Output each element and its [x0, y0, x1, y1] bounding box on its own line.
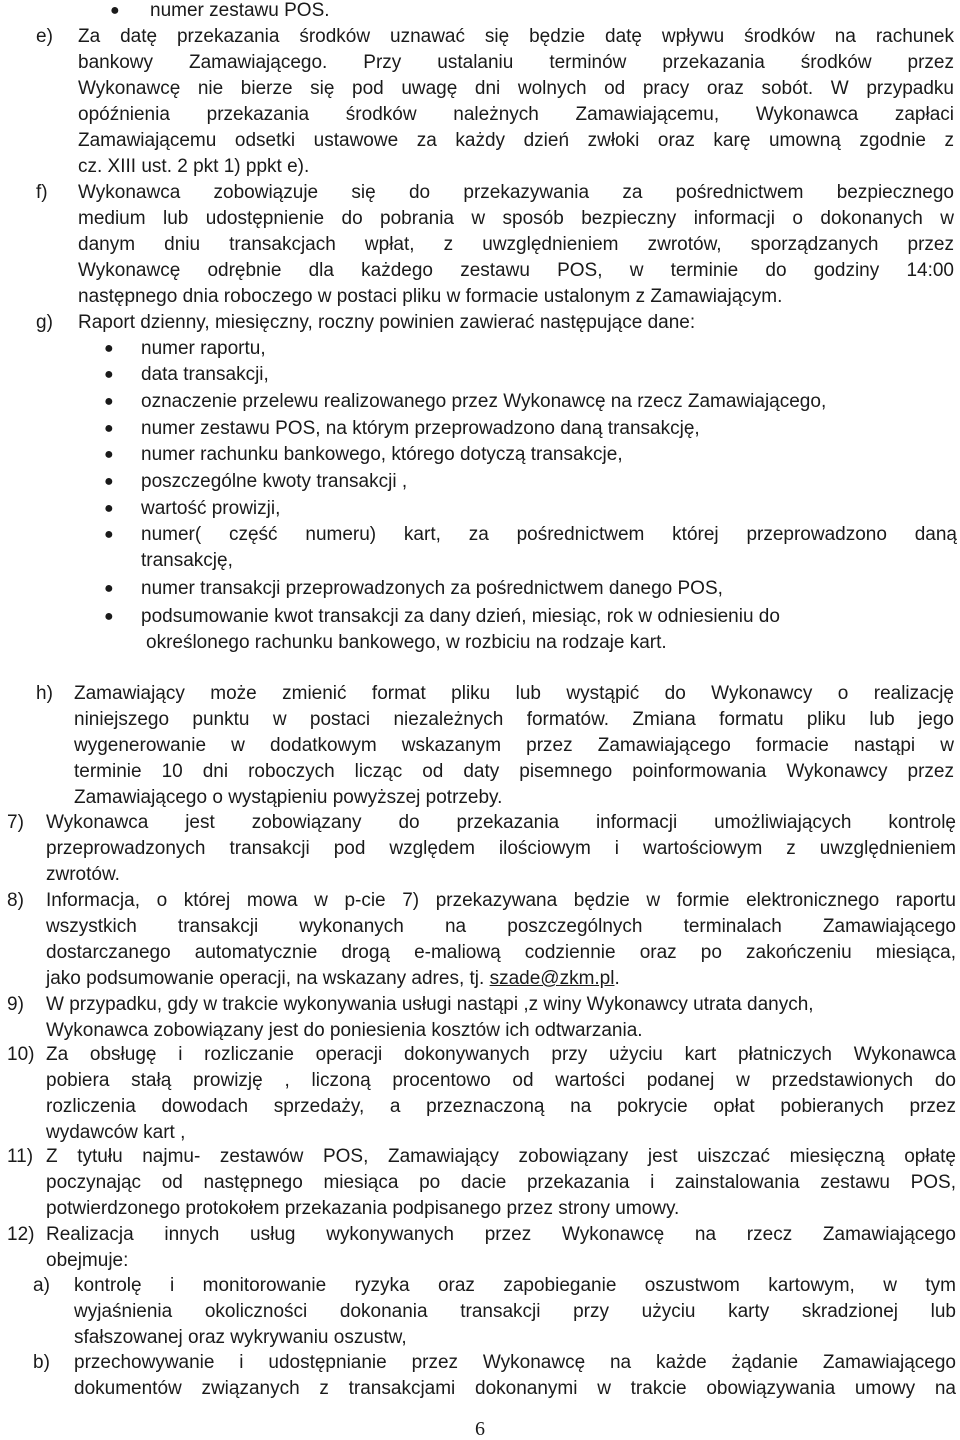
paragraph-text: Zamawiający może zmienić format pliku lub wystąpić do Wykonawcy o realizację niniejszego punktu w postaci niezależnych formatów. Zmiana formatu pliku lub jego wygenerowanie w dodatkowym wskazanym przez Zamawiającego formacie nastąpi w terminie 10 dni roboczych licząc od daty pisemnego poinformowania Wykonawcy przez Zamawiającego o wystąpieniu powyższej potrzeby.	[74, 683, 954, 808]
bullet-icon: ●	[104, 366, 114, 383]
paragraph-text: W przypadku, gdy w trakcie wykonywania usługi nastąpi ,z winy Wykonawcy utrata danych, Wykonawca zobowiązany jest do poniesienia kosztów ich odtwarzania.	[46, 994, 814, 1041]
bullet-icon: ●	[104, 580, 114, 597]
bullet-text: oznaczenie przelewu realizowanego przez Wykonawcę na rzecz Zamawiającego,	[141, 391, 827, 412]
bullet-icon: ●	[104, 446, 114, 463]
bullet-text: poszczególne kwoty transakcji ,	[141, 471, 408, 492]
paragraph-marker: e)	[36, 26, 53, 47]
paragraph-text: Raport dzienny, miesięczny, roczny powinien zawierać następujące dane:	[78, 312, 696, 333]
bullet-icon: ●	[104, 500, 114, 517]
paragraph-marker: 7)	[7, 812, 24, 833]
bullet-text: numer raportu,	[141, 338, 266, 359]
paragraph-text: przechowywanie i udostępnianie przez Wykonawcę na każde żądanie Zamawiającego dokumentów związanych z transakcjami dokonanymi w trakcie obowiązywania umowy na	[74, 1352, 956, 1399]
paragraph-text: kontrolę i monitorowanie ryzyka oraz zapobieganie oszustwom kartowym, w tym wyjaśnienia okoliczności dokonania transakcji przy użyciu karty skradzionej lub sfałszowanej oraz wykrywaniu oszustw,	[74, 1275, 956, 1348]
bullet-icon: ●	[104, 473, 114, 490]
paragraph-marker: g)	[36, 312, 53, 333]
paragraph-text: Realizacja innych usług wykonywanych przez Wykonawcę na rzecz Zamawiającego obejmuje:	[46, 1224, 956, 1271]
bullet-icon: ●	[104, 340, 114, 357]
paragraph-marker: a)	[33, 1275, 50, 1296]
bullet-text: numer zestawu POS, na którym przeprowadzono daną transakcję,	[141, 418, 700, 439]
paragraph-marker: 8)	[7, 890, 24, 911]
bullet-icon: ●	[110, 2, 120, 19]
paragraph-marker: b)	[33, 1352, 50, 1373]
bullet-text: numer rachunku bankowego, którego dotyczą transakcje,	[141, 444, 623, 465]
page-number: 6	[475, 1418, 485, 1440]
bullet-text: numer zestawu POS.	[150, 0, 330, 21]
paragraph-marker: 10)	[7, 1044, 35, 1065]
paragraph-text: Wykonawca zobowiązuje się do przekazywania za pośrednictwem bezpiecznego medium lub udostępnienie do pobrania w sposób bezpieczny informacji o dokonanych w danym dniu transakcjach wpłat, z uwzględnieniem zwrotów, sporządzanych przez Wykonawcę odrębnie dla każdego zestawu POS, w terminie do godziny 14:00 następnego dnia roboczego w postaci pliku w formacie ustalonym z Zamawiającym.	[78, 182, 954, 307]
bullet-text: podsumowanie kwot transakcji za dany dzień, miesiąc, rok w odniesieniu do określonego rachunku bankowego, w rozbiciu na rodzaje kart.	[141, 606, 780, 653]
email-link[interactable]: szade@zkm.pl	[489, 968, 615, 989]
bullet-icon: ●	[104, 393, 114, 410]
bullet-icon: ●	[104, 420, 114, 437]
bullet-icon: ●	[104, 608, 114, 625]
paragraph-marker: h)	[36, 683, 53, 704]
paragraph-text: Z tytułu najmu- zestawów POS, Zamawiający zobowiązany jest uiszczać miesięczną opłatę poczynając od następnego miesiąca po dacie przekazania i zainstalowania zestawu POS, potwierdzonego protokołem przekazania podpisanego przez strony umowy.	[46, 1146, 956, 1219]
bullet-text: numer transakcji przeprowadzonych za pośrednictwem danego POS,	[141, 578, 723, 599]
paragraph-marker: f)	[36, 182, 48, 203]
bullet-text: numer( część numeru) kart, za pośrednictwem której przeprowadzono daną transakcję,	[141, 524, 957, 571]
bullet-icon: ●	[104, 526, 114, 543]
paragraph-marker: 11)	[7, 1146, 34, 1167]
paragraph-text: Za obsługę i rozliczanie operacji dokonywanych przy użyciu kart płatniczych Wykonawca pobiera stałą prowizję , liczoną procentowo od wartości podanej w przedstawionych do rozliczenia dowodach sprzedaży, a przeznaczoną na pokrycie opłat pobieranych przez wydawców kart ,	[46, 1044, 956, 1143]
paragraph-text: Informacja, o której mowa w p-cie 7) przekazywana będzie w formie elektronicznego raportu wszystkich transakcji wykonanych na poszczególnych terminalach Zamawiającego dostarczanego automatycznie drogą e-maliową codziennie oraz po zakończeniu miesiąca, jako podsumowanie operacji, na wskazany adres, tj. szade@zkm.pl.	[46, 890, 956, 989]
paragraph-text: Wykonawca jest zobowiązany do przekazania informacji umożliwiających kontrolę przeprowadzonych transakcji pod względem ilościowym i wartościowym z uwzględnieniem zwrotów.	[46, 812, 956, 885]
paragraph-marker: 9)	[7, 994, 24, 1015]
bullet-text: wartość prowizji,	[141, 498, 281, 519]
bullet-text: data transakcji,	[141, 364, 269, 385]
paragraph-text: Za datę przekazania środków uznawać się będzie datę wpływu środków na rachunek bankowy Zamawiającego. Przy ustalaniu terminów przekazania środków przez Wykonawcę nie bierze się pod uwagę dni wolnych od pracy oraz sobót. W przypadku opóźnienia przekazania środków należnych Zamawiającemu, Wykonawca zapłaci Zamawiającemu odsetki ustawowe za każdy dzień zwłoki oraz karę umowną zgodnie z cz. XIII ust. 2 pkt 1) ppkt e).	[78, 26, 954, 177]
paragraph-marker: 12)	[7, 1224, 35, 1245]
